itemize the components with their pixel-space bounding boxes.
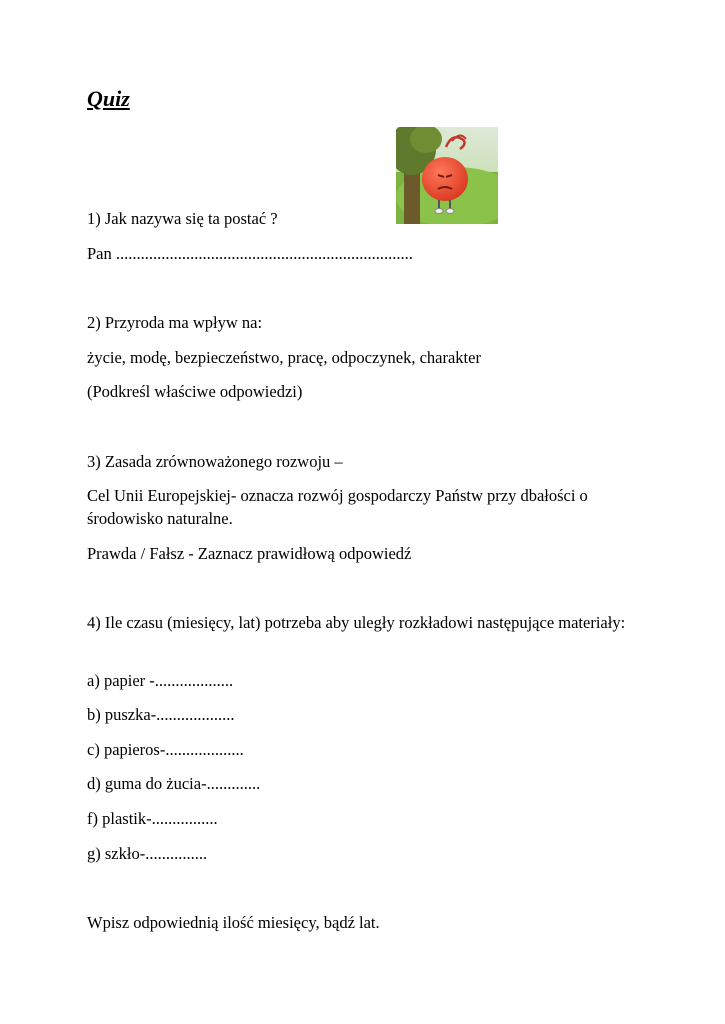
question-3-instruction: Prawda / Fałsz - Zaznacz prawidłową odpowiedź: [87, 544, 412, 563]
answer-line-1: Pan ........................................................................: [87, 244, 413, 263]
answer-item: f) plastik-................: [87, 809, 218, 828]
question-2-options: życie, modę, bezpieczeństwo, pracę, odpoczynek, charakter: [87, 348, 481, 367]
question-2-instruction: (Podkreśl właściwe odpowiedzi): [87, 382, 303, 401]
answer-item: b) puszka-...................: [87, 705, 235, 724]
question-3-statement: Cel Unii Europejskiej- oznacza rozwój gospodarczy Państw przy dbałości o środowisko naturalne.: [87, 486, 588, 529]
footer-instruction: Wpisz odpowiednią ilość miesięcy, bądź lat.: [87, 913, 380, 932]
answer-item: g) szkło-...............: [87, 844, 208, 863]
answer-item: a) papier -...................: [87, 671, 234, 690]
question-1: 1) Jak nazywa się ta postać ?: [87, 209, 278, 228]
tomato-character-icon: [396, 127, 498, 224]
page-title: Quiz: [87, 86, 130, 111]
character-image: [396, 127, 498, 224]
answer-item: d) guma do żucia-.............: [87, 774, 261, 793]
question-2: 2) Przyroda ma wpływ na:: [87, 313, 263, 332]
question-4: 4) Ile czasu (miesięcy, lat) potrzeba aby uległy rozkładowi następujące materiały:: [87, 613, 626, 632]
answer-item: c) papieros-...................: [87, 740, 244, 759]
question-3: 3) Zasada zrównoważonego rozwoju –: [87, 452, 343, 471]
